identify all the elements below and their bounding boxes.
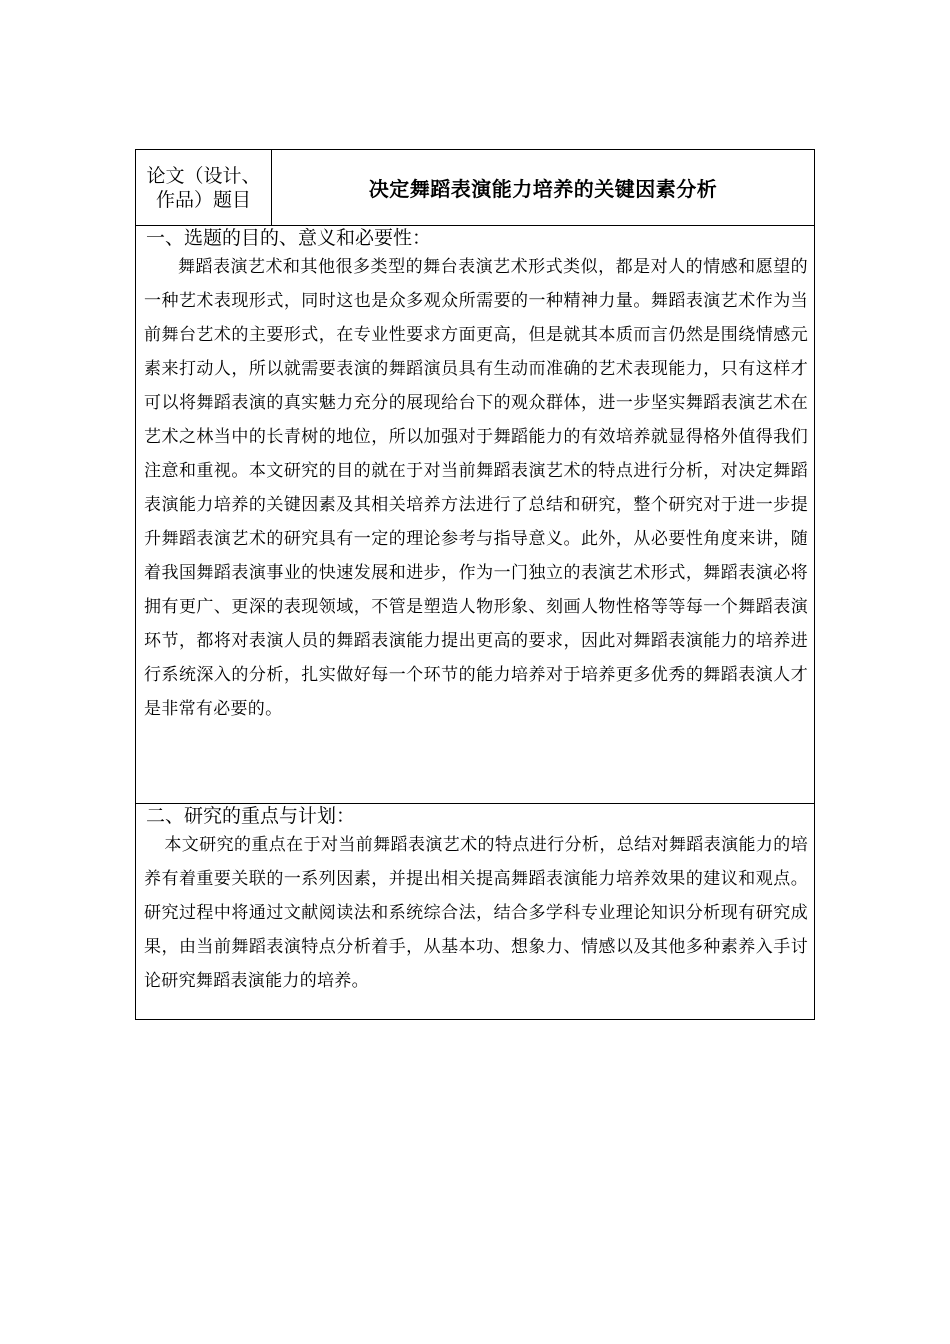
title-row (136, 150, 814, 226)
section-two-heading: 二、研究的重点与计划： (146, 805, 356, 827)
section-purpose-significance (136, 226, 814, 804)
section-focus-plan (136, 804, 814, 1019)
section-two-body: 本文研究的重点在于对当前舞蹈表演艺术的特点进行分析，总结对舞蹈表演能力的培养有着重要关联的一系列因素，并提出相关提高舞蹈表演能力培养效果的建议和观点。研究过程中将通过文献阅读法和系统综合法，结合多学科专业理论知识分析现有研究成果，由当前舞蹈表演特点分析着手，从基本功、想象力、情感以及其他多种素养入手讨论研究舞蹈表演能力的培养。 (144, 835, 808, 991)
title-label: 论文（设计、作品）题目 (136, 150, 272, 225)
proposal-form-table (135, 149, 815, 1020)
section-one-body: 舞蹈表演艺术和其他很多类型的舞台表演艺术形式类似，都是对人的情感和愿望的一种艺术表现形式，同时这也是众多观众所需要的一种精神力量。舞蹈表演艺术作为当前舞台艺术的主要形式，在专业性要求方面更高，但是就其本质而言仍然是围绕情感元素来打动人，所以就需要表演的舞蹈演员具有生动而准确的艺术表现能力，只有这样才可以将舞蹈表演的真实魅力充分的展现给台下的观众群体，进一步坚实舞蹈表演艺术在艺术之林当中的长青树的地位，所以加强对于舞蹈能力的有效培养就显得格外值得我们注意和重视。本文研究的目的就在于对当前舞蹈表演艺术的特点进行分析，对决定舞蹈表演能力培养的关键因素及其相关培养方法进行了总结和研究，整个研究对于进一步提升舞蹈表演艺术的研究具有一定的理论参考与指导意义。此外，从必要性角度来讲，随着我国舞蹈表演事业的快速发展和进步，作为一门独立的表演艺术形式，舞蹈表演必将拥有更广、更深的表现领域，不管是塑造人物形象、刻画人物性格等等每一个舞蹈表演环节，都将对表演人员的舞蹈表演能力提出更高的要求，因此对舞蹈表演能力的培养进行系统深入的分析，扎实做好每一个环节的能力培养对于培养更多优秀的舞蹈表演人才是非常有必要的。 (144, 257, 808, 719)
thesis-title: 决定舞蹈表演能力培养的关键因素分析 (368, 177, 718, 201)
section-one-heading: 一、选题的目的、意义和必要性： (146, 227, 432, 249)
